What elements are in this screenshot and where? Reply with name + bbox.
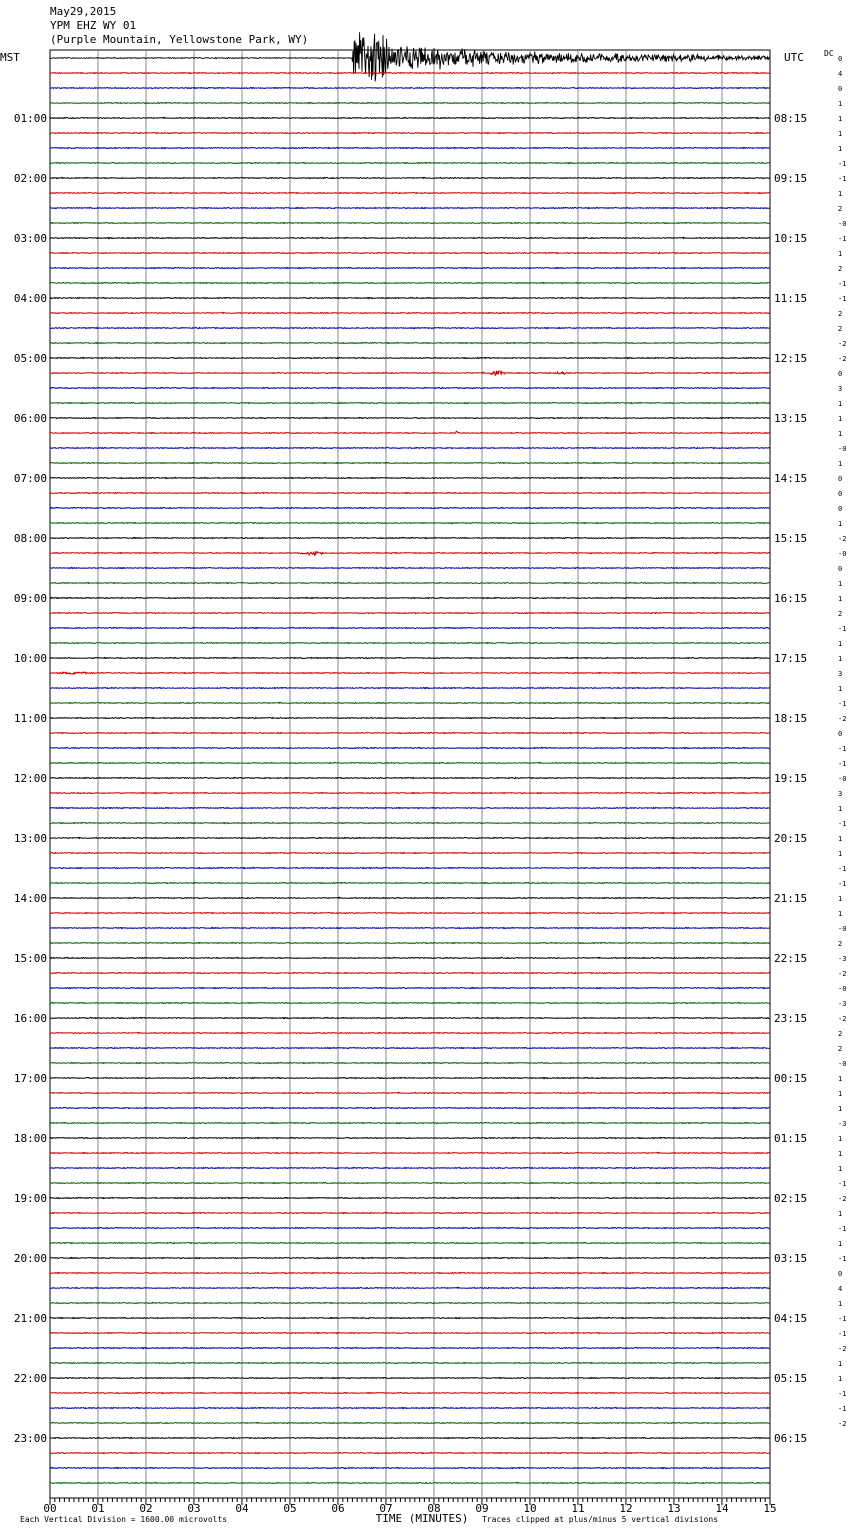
seismic-trace <box>50 72 769 73</box>
utc-hour-label: 08:15 <box>774 112 808 125</box>
dc-offset-label: 1 <box>838 685 843 693</box>
dc-offset-label: 1 <box>838 1240 843 1248</box>
mst-hour-label: 23:00 <box>13 1432 47 1445</box>
seismic-trace <box>50 882 769 883</box>
seismic-trace <box>50 1302 769 1303</box>
dc-offset-label: 1 <box>838 415 843 423</box>
x-tick-label: 12 <box>619 1502 633 1515</box>
dc-offset-label: -0 <box>838 1060 847 1068</box>
seismic-trace <box>50 1062 769 1063</box>
seismic-trace <box>50 507 769 508</box>
dc-offset-label: -1 <box>838 280 847 288</box>
seismic-trace <box>50 1467 769 1468</box>
mst-hour-label: 03:00 <box>13 232 47 245</box>
dc-offset-label: -1 <box>838 1330 847 1338</box>
utc-hour-label: 06:15 <box>774 1432 808 1445</box>
mst-hour-label: 07:00 <box>13 472 47 485</box>
seismic-trace <box>50 1092 769 1093</box>
seismic-trace <box>50 822 769 823</box>
station-label: YPM EHZ WY 01 <box>50 19 137 32</box>
dc-offset-label: 2 <box>838 325 843 333</box>
seismic-trace <box>50 327 769 328</box>
seismic-trace <box>50 237 769 238</box>
seismic-trace <box>50 297 769 298</box>
seismic-trace <box>50 912 769 913</box>
mst-hour-label: 12:00 <box>13 772 47 785</box>
seismic-trace <box>50 1482 769 1483</box>
utc-hour-label: 09:15 <box>774 172 808 185</box>
seismic-trace <box>50 1317 769 1318</box>
seismic-trace <box>50 282 769 283</box>
seismic-trace <box>50 312 769 313</box>
seismic-trace <box>50 777 769 778</box>
mst-hour-label: 01:00 <box>13 112 47 125</box>
seismic-trace <box>50 222 769 223</box>
scale-note: Each Vertical Division = 1600.00 microvolts <box>20 1515 228 1524</box>
dc-offset-label: 2 <box>838 265 843 273</box>
dc-offset-label: 2 <box>838 610 843 618</box>
seismic-trace <box>50 852 769 853</box>
x-tick-label: 08 <box>427 1502 441 1515</box>
dc-offset-label: 3 <box>838 790 843 798</box>
dc-offset-label: 3 <box>838 670 843 678</box>
dc-offset-label: 0 <box>838 475 843 483</box>
seismic-trace <box>50 477 769 478</box>
dc-offset-label: 1 <box>838 580 843 588</box>
seismic-trace <box>50 522 769 523</box>
dc-offset-label: 1 <box>838 595 843 603</box>
dc-offset-label: -1 <box>838 1255 847 1263</box>
dc-offset-label: 1 <box>838 640 843 648</box>
utc-hour-label: 16:15 <box>774 592 808 605</box>
dc-offset-label: -1 <box>838 295 847 303</box>
seismic-trace <box>50 177 769 178</box>
dc-offset-label: -0 <box>838 775 847 783</box>
dc-offset-label: 1 <box>838 910 843 918</box>
seismic-trace <box>50 972 769 973</box>
seismic-trace <box>50 567 769 568</box>
seismic-trace <box>50 987 769 988</box>
x-tick-label: 00 <box>43 1502 57 1515</box>
dc-offset-label: 1 <box>838 805 843 813</box>
seismic-trace <box>50 1212 769 1213</box>
mst-axis-label: MST <box>0 51 20 64</box>
dc-offset-label: -2 <box>838 1345 847 1353</box>
seismic-trace <box>50 762 769 763</box>
utc-hour-label: 23:15 <box>774 1012 808 1025</box>
seismic-trace <box>50 957 769 958</box>
seismic-trace <box>50 1362 769 1363</box>
dc-offset-label: -0 <box>838 220 847 228</box>
seismic-trace <box>50 252 769 253</box>
dc-offset-label: -2 <box>838 535 847 543</box>
dc-offset-label: 1 <box>838 1150 843 1158</box>
dc-offset-label: -2 <box>838 340 847 348</box>
dc-offset-label: -3 <box>838 955 847 963</box>
seismic-trace <box>50 1257 769 1258</box>
seismic-trace <box>50 552 769 555</box>
seismic-trace <box>50 1167 769 1168</box>
seismic-trace <box>50 268 769 269</box>
dc-offset-label: -1 <box>838 1180 847 1188</box>
dc-offset-label: 1 <box>838 1375 843 1383</box>
dc-offset-label: -2 <box>838 970 847 978</box>
x-tick-label: 05 <box>283 1502 297 1515</box>
dc-offset-label: -2 <box>838 1420 847 1428</box>
dc-offset-label: 1 <box>838 250 843 258</box>
x-tick-label: 04 <box>235 1502 249 1515</box>
utc-axis-label: UTC <box>784 51 804 64</box>
seismic-trace <box>50 1137 769 1138</box>
dc-offset-label: -1 <box>838 745 847 753</box>
dc-offset-label: -3 <box>838 1000 847 1008</box>
dc-offset-label: -2 <box>838 1195 847 1203</box>
dc-offset-label: 1 <box>838 1360 843 1368</box>
utc-hour-label: 00:15 <box>774 1072 808 1085</box>
utc-hour-label: 13:15 <box>774 412 808 425</box>
date-label: May29,2015 <box>50 5 117 18</box>
dc-offset-label: -1 <box>838 1390 847 1398</box>
dc-offset-label: 0 <box>838 55 843 63</box>
dc-offset-label: 1 <box>838 115 843 123</box>
utc-hour-label: 14:15 <box>774 472 808 485</box>
seismic-trace <box>50 492 769 493</box>
seismic-trace <box>50 1077 769 1078</box>
x-tick-label: 02 <box>139 1502 153 1515</box>
dc-offset-label: -2 <box>838 715 847 723</box>
utc-hour-label: 21:15 <box>774 892 808 905</box>
dc-offset-label: 1 <box>838 145 843 153</box>
seismic-trace <box>50 1437 769 1438</box>
x-tick-label: 03 <box>187 1502 201 1515</box>
seismic-trace <box>50 597 769 598</box>
seismic-trace <box>50 1183 769 1184</box>
seismic-trace <box>50 147 769 148</box>
seismic-trace <box>50 1422 769 1423</box>
dc-offset-label: 4 <box>838 70 843 78</box>
dc-offset-label: 1 <box>838 1090 843 1098</box>
x-axis-label: TIME (MINUTES) <box>375 1512 469 1525</box>
seismic-trace <box>50 672 769 674</box>
mst-hour-label: 18:00 <box>13 1132 47 1145</box>
mst-hour-label: 21:00 <box>13 1312 47 1325</box>
utc-hour-label: 17:15 <box>774 652 808 665</box>
mst-hour-label: 05:00 <box>13 352 47 365</box>
seismic-trace <box>50 657 769 658</box>
x-tick-label: 06 <box>331 1502 345 1515</box>
dc-offset-label: 0 <box>838 370 843 378</box>
seismic-trace <box>50 867 769 868</box>
mst-hour-label: 04:00 <box>13 292 47 305</box>
seismic-trace <box>50 687 769 688</box>
dc-offset-label: -1 <box>838 235 847 243</box>
dc-offset-label: 0 <box>838 490 843 498</box>
x-tick-label: 07 <box>379 1502 393 1515</box>
mst-hour-label: 02:00 <box>13 172 47 185</box>
dc-offset-label: 1 <box>838 460 843 468</box>
dc-offset-label: -0 <box>838 925 847 933</box>
seismic-trace <box>50 1227 769 1228</box>
dc-offset-label: 1 <box>838 400 843 408</box>
seismic-trace <box>50 1452 769 1453</box>
dc-offset-label: 2 <box>838 1045 843 1053</box>
dc-offset-label: -1 <box>838 1225 847 1233</box>
seismic-trace <box>50 1197 769 1198</box>
seismic-trace <box>50 582 769 583</box>
seismic-trace <box>50 342 769 343</box>
seismic-trace <box>50 792 769 793</box>
mst-hour-label: 14:00 <box>13 892 47 905</box>
dc-offset-label: 1 <box>838 835 843 843</box>
mst-hour-label: 13:00 <box>13 832 47 845</box>
dc-offset-label: -1 <box>838 880 847 888</box>
seismic-trace <box>50 1242 769 1243</box>
utc-hour-label: 12:15 <box>774 352 808 365</box>
seismic-trace <box>50 102 769 103</box>
dc-offset-label: -0 <box>838 985 847 993</box>
seismic-trace <box>50 357 769 358</box>
seismic-trace <box>50 897 769 898</box>
dc-offset-label: 1 <box>838 1300 843 1308</box>
mst-hour-label: 09:00 <box>13 592 47 605</box>
dc-label: DC <box>824 49 834 58</box>
dc-offset-label: 1 <box>838 1135 843 1143</box>
seismic-trace <box>50 431 769 434</box>
seismic-trace <box>50 463 769 464</box>
x-tick-label: 01 <box>91 1502 105 1515</box>
dc-offset-label: 1 <box>838 430 843 438</box>
seismic-trace <box>50 927 769 928</box>
seismic-trace <box>50 1287 769 1288</box>
dc-offset-label: -1 <box>838 760 847 768</box>
dc-offset-label: 2 <box>838 310 843 318</box>
seismic-trace <box>50 1152 769 1153</box>
mst-hour-label: 20:00 <box>13 1252 47 1265</box>
x-tick-label: 09 <box>475 1502 489 1515</box>
clip-note: Traces clipped at plus/minus 5 vertical divisions <box>482 1515 719 1524</box>
seismic-trace <box>50 1392 769 1393</box>
utc-hour-label: 03:15 <box>774 1252 808 1265</box>
utc-hour-label: 10:15 <box>774 232 808 245</box>
seismic-trace <box>50 1378 769 1379</box>
dc-offset-label: 0 <box>838 505 843 513</box>
seismic-trace <box>50 1017 769 1018</box>
dc-offset-label: 1 <box>838 655 843 663</box>
seismic-trace <box>50 87 769 88</box>
dc-offset-label: -3 <box>838 1120 847 1128</box>
dc-offset-label: -1 <box>838 1315 847 1323</box>
seismic-trace <box>50 371 769 376</box>
x-tick-label: 13 <box>667 1502 681 1515</box>
location-label: (Purple Mountain, Yellowstone Park, WY) <box>50 33 309 46</box>
seismic-trace <box>50 132 769 133</box>
dc-offset-label: -1 <box>838 160 847 168</box>
seismic-trace <box>50 627 769 628</box>
dc-offset-label: 2 <box>838 205 843 213</box>
seismic-trace <box>50 1032 769 1033</box>
x-tick-label: 11 <box>571 1502 585 1515</box>
seismic-trace <box>50 387 769 388</box>
seismic-trace <box>50 642 769 643</box>
seismic-trace <box>50 612 769 613</box>
dc-offset-label: -1 <box>838 1405 847 1413</box>
seismic-trace <box>50 942 769 943</box>
seismic-trace <box>50 1047 769 1048</box>
dc-offset-label: 0 <box>838 565 843 573</box>
dc-offset-label: 1 <box>838 130 843 138</box>
seismic-trace <box>50 117 769 118</box>
seismic-trace <box>50 447 769 448</box>
dc-offset-label: 1 <box>838 1210 843 1218</box>
mst-hour-label: 11:00 <box>13 712 47 725</box>
seismic-trace <box>50 537 769 538</box>
dc-offset-label: 1 <box>838 190 843 198</box>
mst-hour-label: 08:00 <box>13 532 47 545</box>
dc-offset-label: 4 <box>838 1285 843 1293</box>
utc-hour-label: 04:15 <box>774 1312 808 1325</box>
seismic-trace <box>50 192 769 193</box>
mst-hour-label: 15:00 <box>13 952 47 965</box>
dc-offset-label: 2 <box>838 940 843 948</box>
seismic-trace <box>50 1332 769 1333</box>
mst-hour-label: 22:00 <box>13 1372 47 1385</box>
dc-offset-label: 0 <box>838 85 843 93</box>
seismic-trace <box>50 1122 769 1123</box>
seismic-trace <box>50 732 769 733</box>
seismic-trace <box>50 402 769 403</box>
dc-offset-label: 1 <box>838 1075 843 1083</box>
seismic-trace <box>50 32 769 81</box>
mst-hour-label: 17:00 <box>13 1072 47 1085</box>
seismic-trace <box>50 702 769 703</box>
x-tick-label: 10 <box>523 1502 537 1515</box>
seismic-trace <box>50 417 769 418</box>
seismic-trace <box>50 207 769 208</box>
x-tick-label: 14 <box>715 1502 729 1515</box>
seismic-trace <box>50 1107 769 1108</box>
mst-hour-label: 19:00 <box>13 1192 47 1205</box>
dc-offset-label: 2 <box>838 1030 843 1038</box>
utc-hour-label: 15:15 <box>774 532 808 545</box>
dc-offset-label: 1 <box>838 520 843 528</box>
dc-offset-label: 1 <box>838 895 843 903</box>
seismic-trace <box>50 807 769 808</box>
mst-hour-label: 16:00 <box>13 1012 47 1025</box>
seismic-trace <box>50 1272 769 1273</box>
dc-offset-label: -1 <box>838 625 847 633</box>
utc-hour-label: 19:15 <box>774 772 808 785</box>
dc-offset-label: -2 <box>838 355 847 363</box>
seismic-trace <box>50 837 769 838</box>
dc-offset-label: 1 <box>838 100 843 108</box>
seismic-trace <box>50 747 769 748</box>
utc-hour-label: 01:15 <box>774 1132 808 1145</box>
dc-offset-label: 3 <box>838 385 843 393</box>
dc-offset-label: -1 <box>838 700 847 708</box>
seismic-trace <box>50 1002 769 1003</box>
dc-offset-label: -1 <box>838 175 847 183</box>
utc-hour-label: 05:15 <box>774 1372 808 1385</box>
dc-offset-label: -1 <box>838 865 847 873</box>
utc-hour-label: 02:15 <box>774 1192 808 1205</box>
seismic-trace <box>50 717 769 718</box>
seismic-trace <box>50 162 769 163</box>
seismic-trace <box>50 1407 769 1408</box>
dc-offset-label: -2 <box>838 1015 847 1023</box>
dc-offset-label: -1 <box>838 820 847 828</box>
dc-offset-label: 0 <box>838 730 843 738</box>
dc-offset-label: -0 <box>838 445 847 453</box>
utc-hour-label: 20:15 <box>774 832 808 845</box>
x-tick-label: 15 <box>763 1502 777 1515</box>
dc-offset-label: -0 <box>838 550 847 558</box>
dc-offset-label: 1 <box>838 850 843 858</box>
utc-hour-label: 22:15 <box>774 952 808 965</box>
trace-layer <box>50 32 769 1483</box>
mst-hour-label: 06:00 <box>13 412 47 425</box>
mst-hour-label: 10:00 <box>13 652 47 665</box>
dc-offset-label: 1 <box>838 1165 843 1173</box>
utc-hour-label: 18:15 <box>774 712 808 725</box>
dc-offset-label: 0 <box>838 1270 843 1278</box>
seismic-trace <box>50 1347 769 1348</box>
dc-offset-label: 1 <box>838 1105 843 1113</box>
utc-hour-label: 11:15 <box>774 292 808 305</box>
